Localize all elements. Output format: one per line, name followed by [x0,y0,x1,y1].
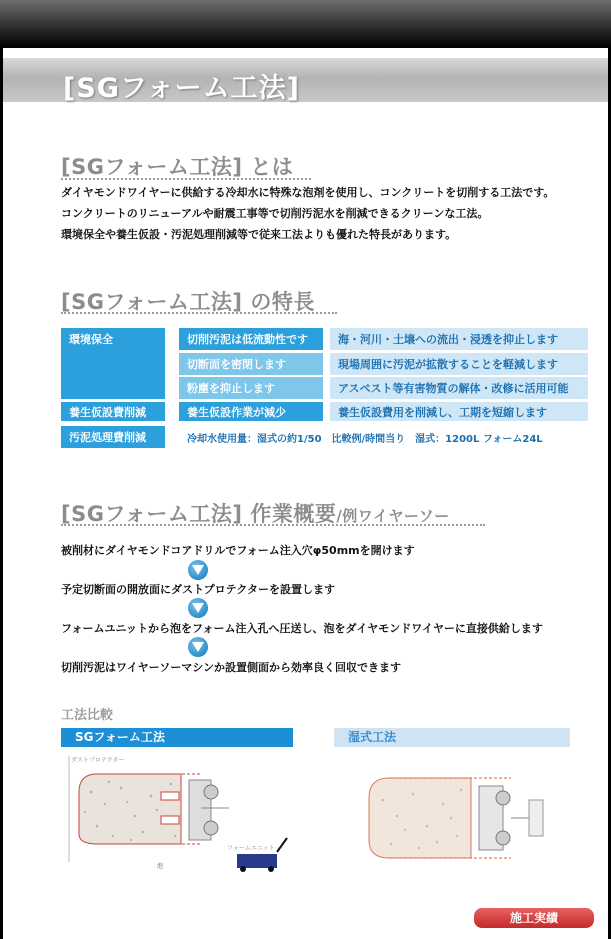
feature-effect: 海・河川・土壌への流出・浸透を抑止します [330,328,588,350]
feature-effect: 養生仮設費用を削減し、工期を短縮します [330,402,588,421]
feature-effect: 現場周囲に汚泥が拡散することを軽減します [330,353,588,375]
sg-foam-label: SGフォーム工法 [61,728,293,747]
feature-point: 切削汚泥は低流動性です [179,328,323,350]
diagram-label-foam: 泡 [157,863,164,870]
sg-foam-diagram [61,752,301,872]
page-content [3,48,608,939]
down-arrow-icon [188,560,208,580]
intro-line-3: 環境保全や養生仮設・汚泥処理削減等で従来工法よりも優れた特長があります。 [61,228,457,241]
feature-category-sludge: 汚泥処理費削減 [61,426,165,448]
diagram-label-foam-unit: フォームユニット [227,845,275,852]
title-banner [3,58,608,102]
feature-point: 養生仮設作業が減少 [179,402,323,421]
diagram-label-protector: ダストプロテクター [71,757,125,764]
process-heading-sub: /例ワイヤーソー [336,507,450,525]
wet-method-label: 湿式工法 [334,728,570,747]
comparison-heading: 工法比較 [61,708,114,723]
down-arrow-icon [188,598,208,618]
process-step-1: 被削材にダイヤモンドコアドリルでフォーム注入穴φ50mmを開けます [61,544,415,557]
feature-point: 切断面を密閉します [179,353,323,375]
feature-category-environment: 環境保全 [61,328,165,399]
feature-effect: アスベスト等有害物質の解体・改修に活用可能 [330,377,588,399]
features-heading: [SGフォーム工法] の特長 [61,290,315,314]
page-title: [SGフォーム工法] [63,73,300,104]
wet-method-diagram [361,760,561,870]
construction-results-button[interactable]: 施工実績 [474,908,594,928]
process-step-2: 予定切断面の開放面にダストプロテクターを設置します [61,583,336,596]
process-step-3: フォームユニットから泡をフォーム注入孔へ圧送し、泡をダイヤモンドワイヤーに直接供給します [61,622,543,635]
sludge-note: 冷却水使用量：湿式の約1/50 比較例/時間当り 湿式：1200L フォーム24L [187,433,543,445]
heading-divider [61,312,337,314]
down-arrow-icon [188,637,208,657]
intro-line-2: コンクリートのリニューアルや耐震工事等で切削汚泥水を削減できるクリーンな工法。 [61,207,489,220]
intro-line-1: ダイヤモンドワイヤーに供給する冷却水に特殊な泡剤を使用し、コンクリートを切削する工法です。 [61,186,555,199]
feature-point: 粉塵を抑止します [179,377,323,399]
feature-category-curing: 養生仮設費削減 [61,402,165,421]
heading-divider [61,524,485,526]
intro-heading: [SGフォーム工法] とは [61,155,294,179]
process-step-4: 切削汚泥はワイヤーソーマシンか設置側面から効率良く回収できます [61,661,401,674]
top-bar [0,0,611,48]
process-heading-main: [SGフォーム工法] 作業概要 [61,502,337,526]
heading-divider [61,178,311,180]
